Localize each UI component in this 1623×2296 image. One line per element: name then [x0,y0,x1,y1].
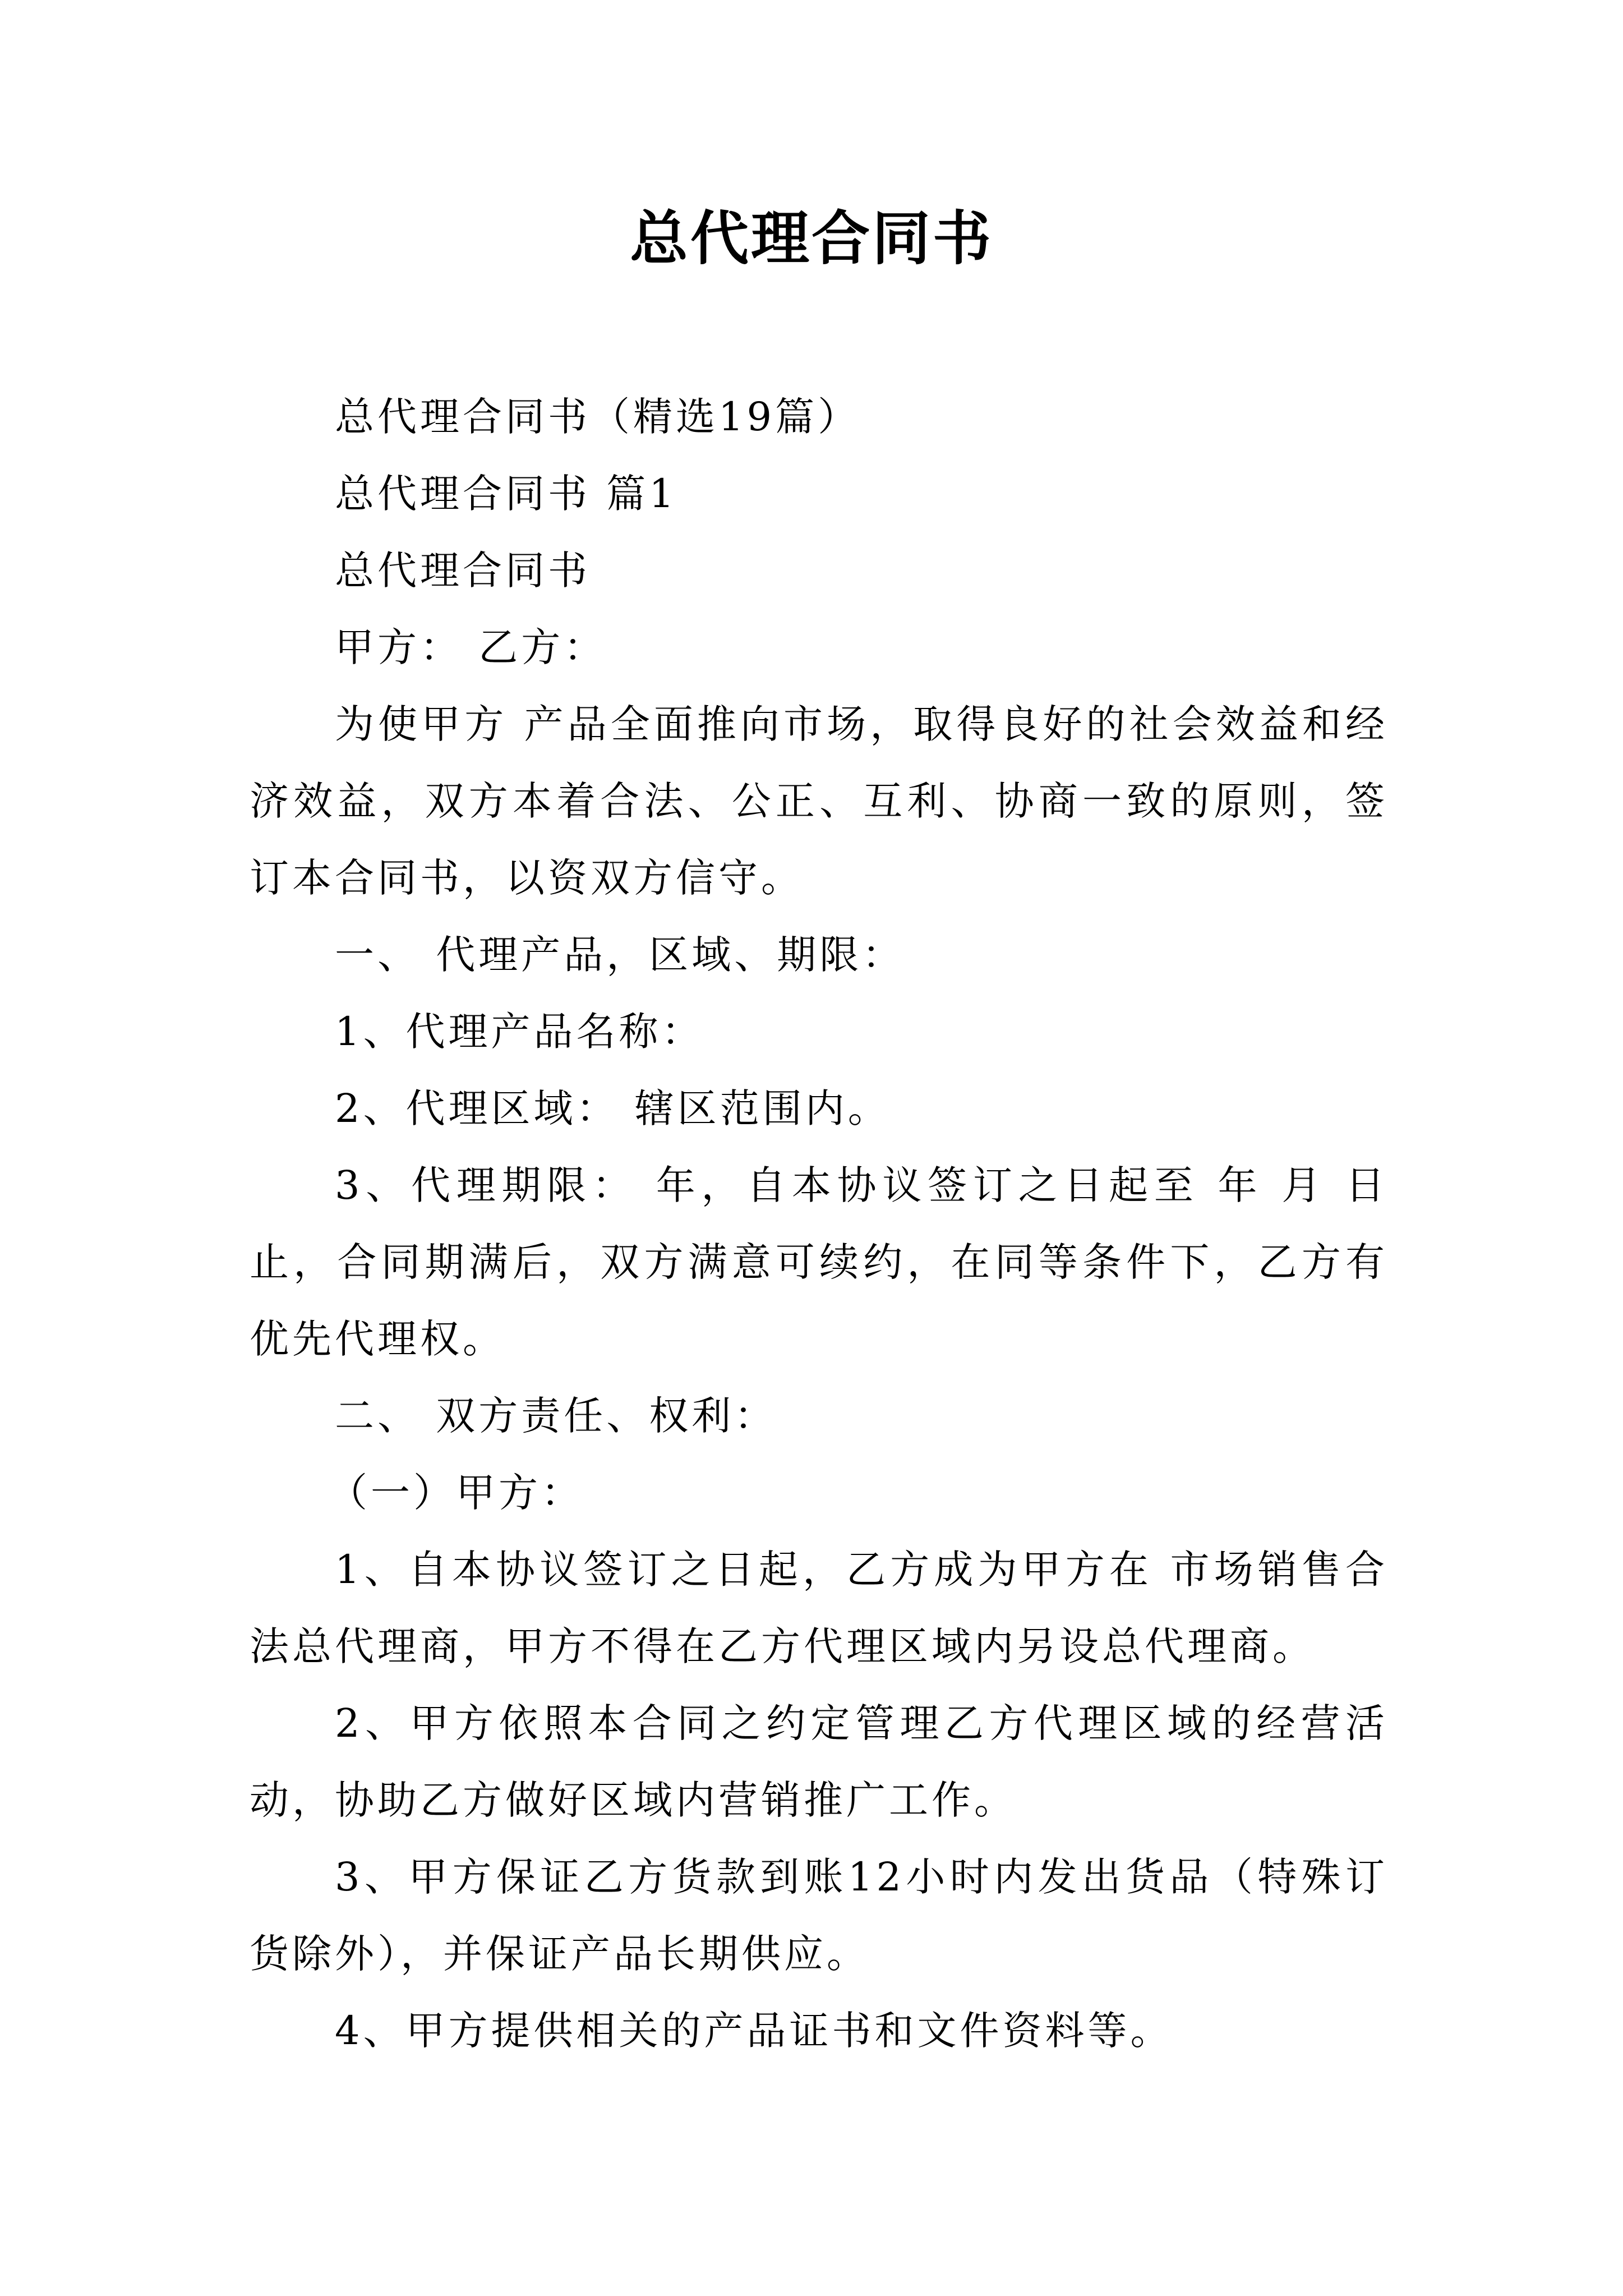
paragraph-party-a-3: 3、甲方保证乙方货款到账12小时内发出货品（特殊订货除外），并保证产品长期供应。 [250,1854,1388,1977]
document-title: 总代理合同书 [629,204,993,273]
paragraph-clause-2-heading: 二、 双方责任、权利： [335,1393,777,1439]
paragraph-clause-1-heading: 一、 代理产品，区域、期限： [335,932,905,978]
paragraph-party-a-1: 1、自本协议签订之日起，乙方成为甲方在 市场销售合法总代理商，甲方不得在乙方代理区域内另设总代理商。 [250,1547,1388,1669]
paragraph-subtitle: 总代理合同书（精选19篇） [335,394,861,440]
paragraph-party-a-heading: （一）甲方： [328,1470,584,1516]
paragraph-preamble: 为使甲方 产品全面推向市场，取得良好的社会效益和经济效益，双方本着合法、公正、互利、协商一致的原则，签订本合同书，以资双方信守。 [250,701,1388,901]
paragraph-parties: 甲方： 乙方： [335,624,607,670]
document-body [250,379,1388,2069]
paragraph-clause-1-3: 3、代理期限： 年，自本协议签订之日起至 年 月 日止，合同期满后，双方满意可续约，在同等条件下，乙方有优先代理权。 [250,1162,1388,1362]
paragraph-section-heading: 总代理合同书 篇1 [335,471,677,517]
paragraph-clause-1-2: 2、代理区域： 辖区范围内。 [335,1085,891,1131]
paragraph-party-a-4: 4、甲方提供相关的产品证书和文件资料等。 [335,2008,1173,2054]
paragraph-contract-name: 总代理合同书 [335,547,591,593]
paragraph-clause-1-1: 1、代理产品名称： [335,1009,704,1055]
paragraph-party-a-2: 2、甲方依照本合同之约定管理乙方代理区域的经营活动，协助乙方做好区域内营销推广工作。 [250,1700,1388,1823]
